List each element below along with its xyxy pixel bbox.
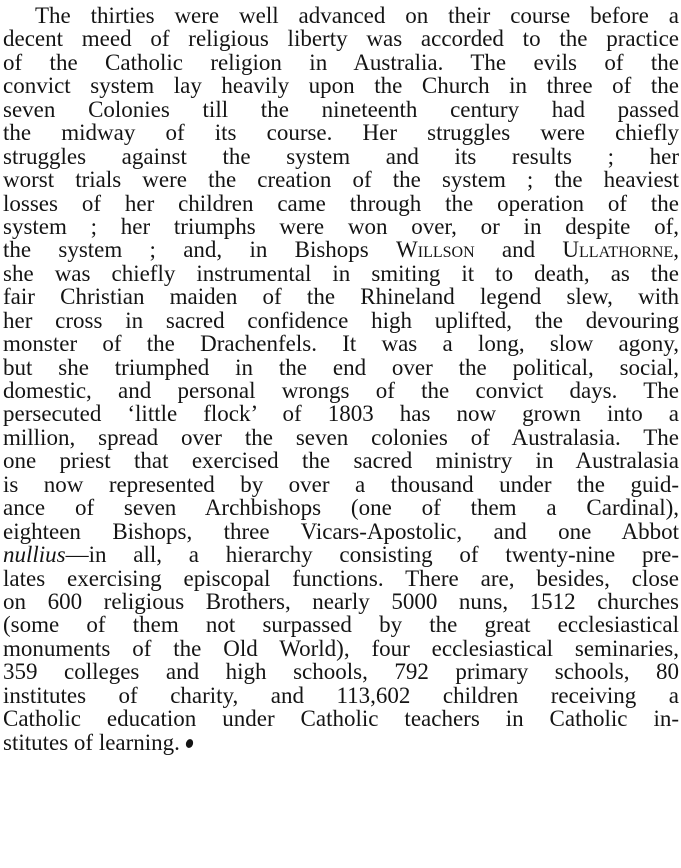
text-line: worst trials were the creation of the system ; the heaviest <box>3 167 679 193</box>
text-fragment: stitutes of learning. <box>3 729 180 755</box>
text-line: on 600 religious Brothers, nearly 5000 nuns, 1512 churches <box>3 588 679 614</box>
text-line: 359 colleges and high schools, 792 primary schools, 80 <box>3 659 679 685</box>
text-line-nullius <box>3 543 679 566</box>
text-line: ance of seven Archbishops (one of them a Cardinal), <box>3 495 679 521</box>
text-line: lates exercising episcopal functions. There are, besides, close <box>3 565 679 591</box>
text-line: system ; her triumphs were won over, or in despite of, <box>3 213 679 239</box>
bishop-name-ullathorne: Ullathorne <box>562 237 674 263</box>
text-line: persecuted ‘little flock’ of 1803 has now grown into a <box>3 401 679 427</box>
text-line: she was chiefly instrumental in smiting it to death, as the <box>3 260 679 286</box>
text-line: convict system lay heavily upon the Church in three of the <box>3 73 679 99</box>
text-line: of the Catholic religion in Australia. The evils of the <box>3 49 679 75</box>
text-line: but she triumphed in the end over the political, social, <box>3 354 679 380</box>
bishop-name-willson: Willson <box>396 237 475 263</box>
text-line: fair Christian maiden of the Rhineland legend slew, with <box>3 284 679 310</box>
text-line: her cross in sacred confidence high uplifted, the devouring <box>3 307 679 333</box>
text-line: is now represented by over a thousand under the guid- <box>3 471 679 497</box>
text-line: (some of them not surpassed by the great ecclesiastical <box>3 612 679 638</box>
text-line: domestic, and personal wrongs of the convict days. The <box>3 378 679 403</box>
text-fragment: , <box>673 237 679 263</box>
text-line: monster of the Drachenfels. It was a long, slow agony, <box>3 331 679 357</box>
text-line: Catholic education under Catholic teachers in Catholic in- <box>3 706 679 732</box>
text-line-final <box>3 731 679 754</box>
text-line: million, spread over the seven colonies of Australasia. The <box>3 424 679 450</box>
text-fragment: the system ; and, in Bishops <box>3 237 369 263</box>
text-fragment: —in all, a hierarchy consisting of twenty-nine pre- <box>65 542 679 568</box>
text-line: eighteen Bishops, three Vicars-Apostolic, and one Abbot <box>3 518 679 544</box>
text-line: decent meed of religious liberty was accorded to the practice <box>3 26 679 52</box>
text-line: one priest that exercised the sacred ministry in Australasia <box>3 448 679 474</box>
ink-blot-mark <box>185 738 195 749</box>
text-line: struggles against the system and its results ; her <box>3 143 679 169</box>
nullius-italic: nullius <box>3 542 66 568</box>
text-line: institutes of charity, and 113,602 children receiving a <box>3 682 679 708</box>
text-line: losses of her children came through the operation of the <box>3 190 679 216</box>
text-line: the midway of its course. Her struggles were chiefly <box>3 120 679 146</box>
text-fragment: and <box>474 237 563 263</box>
text-line: seven Colonies till the nineteenth century had passed <box>3 96 679 122</box>
text-line: The thirties were well advanced on their course before a <box>35 3 679 28</box>
text-line: monuments of the Old World), four ecclesiastical seminaries, <box>3 635 679 661</box>
text-line-bishops <box>3 238 679 261</box>
